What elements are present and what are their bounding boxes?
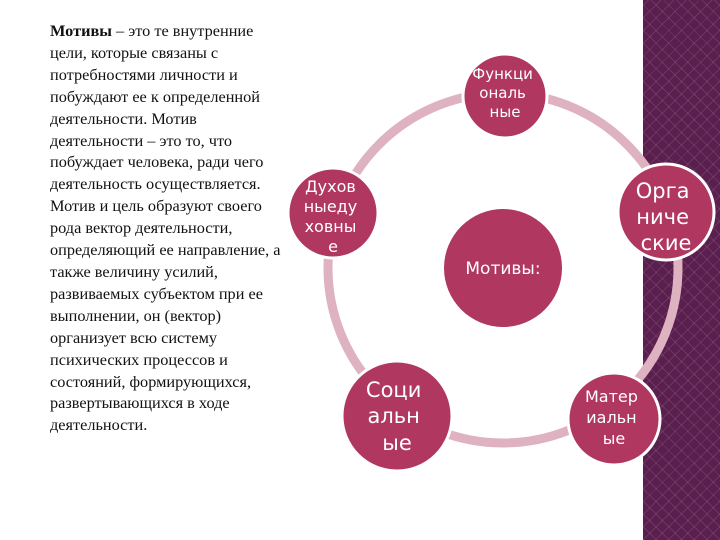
node-spiritual-label: Духов ныеду ховны е — [303, 177, 358, 256]
paragraph-2: Мотив и цель образуют своего рода вектор деятельности, определяющий ее направление, а также величину усилий, развиваемых субъектом при ее выполнении, он (вектор) организует всю систему психических процессов и состояний, формирующихся, развертывающихся в ходе деятельности. — [50, 196, 281, 435]
node-material-label: Матер иальн ые — [584, 387, 638, 448]
center-node-label: Мотивы: — [465, 259, 541, 279]
center-node — [444, 209, 562, 327]
node-functional — [463, 54, 547, 138]
paragraph-1-rest: – это те внутренние цели, которые связаны с потребностями личности и побуждают ее к определенной деятельности. Мотив деятельности – это то, что побуждает человека, ради чего деятельность осуществляется. — [50, 21, 264, 194]
node-social-label: Соци альн ые — [365, 378, 422, 455]
node-spiritual — [288, 168, 378, 258]
node-organic-label: Орга ниче ские — [635, 179, 692, 255]
node-organic — [618, 164, 714, 260]
node-material — [568, 373, 660, 465]
term-motives: Мотивы — [50, 21, 112, 40]
node-functional-label: Функци ональ ные — [472, 65, 533, 121]
node-social — [342, 361, 452, 471]
